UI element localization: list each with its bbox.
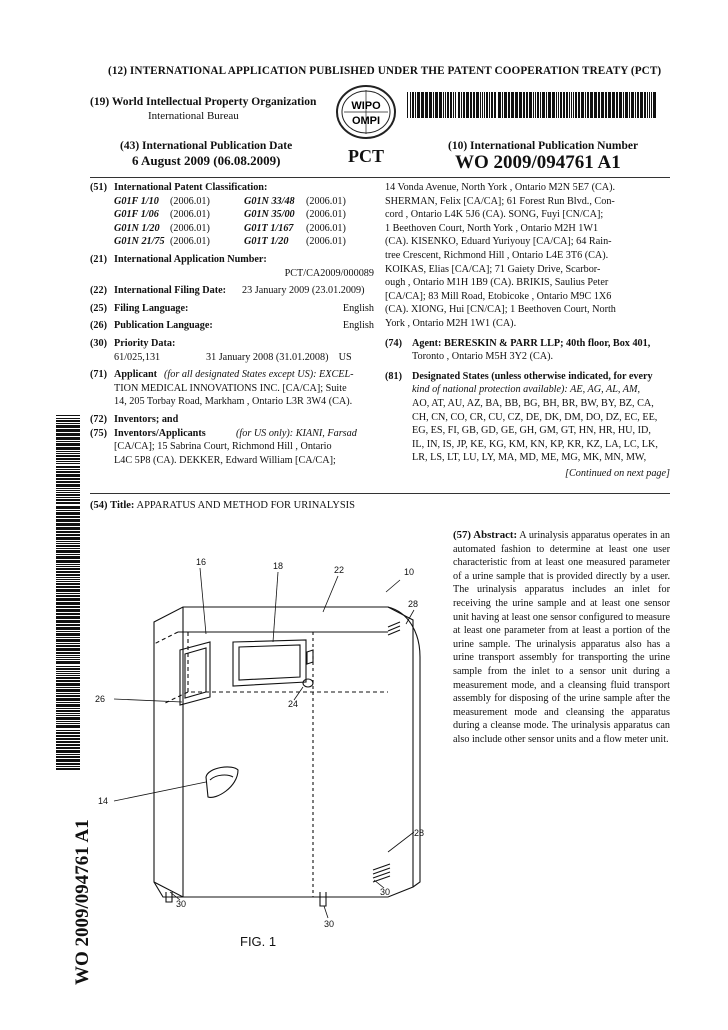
ref-30-right: 30 xyxy=(380,887,391,897)
inventor-line: York , Ontario M2H 1W1 (CA). xyxy=(385,317,517,329)
inventor-line: [CA/CA]; 83 Mill Road, Etobicoke , Ontario M9C 1X6 xyxy=(385,290,612,302)
pub-number-label: (10) International Publication Number xyxy=(448,140,639,152)
designated-line: AO, AT, AU, AZ, BA, BB, BG, BH, BR, BW, BY, BZ, CA, xyxy=(412,397,654,409)
ref-14: 14 xyxy=(98,796,109,806)
field-81: (81) Designated States (unless otherwise indicated, for every xyxy=(385,370,653,382)
agent-address: Toronto , Ontario M5H 3Y2 (CA). xyxy=(412,351,554,363)
designated-line: IL, IN, IS, JP, KE, KG, KM, KN, KP, KR, KZ, LA, LC, LK, xyxy=(412,438,658,450)
figure-caption: FIG. 1 xyxy=(240,934,277,949)
designated-line: LR, LS, LT, LU, LY, MA, MD, ME, MG, MK, MN, MW, xyxy=(412,452,647,464)
abstract-text: A urinalysis apparatus operates in an automated fashion to determine at least one user characteristic from at least one measured parameter of a urine sample that is provided directly by a user. The urinalysis apparatus includes an inlet for receiving the urine sample and at least one sensor unit having at least one sensor configured to measure at least one parameter from at least a portion of the urine sample. The urinalysis apparatus also has a urine transport assembly for transporting the urine sample from the inlet to a sensor unit during a measurement mode, and a cleansing fluid transport assembly for disposing of the urine sample after the measurement mode and cleansing the apparatus during a cleanse mode. The urinalysis apparatus can also include other sensor units and a flow meter unit. xyxy=(453,530,670,745)
seal-text-bottom: OMPI xyxy=(351,115,381,127)
designated-line: CH, CN, CO, CR, CU, CZ, DE, DK, DM, DO, DZ, EC, EE, xyxy=(412,411,658,423)
pub-date-label: (43) International Publication Date xyxy=(120,140,293,152)
inventor-line: cord , Ontario L4K 5J6 (CA). SONG, Fuyi [CN/CA]; xyxy=(385,209,604,221)
ipc-row: G01F 1/10 (2006.01) G01N 33/48 (2006.01) xyxy=(114,195,346,207)
ref-24: 24 xyxy=(288,699,299,709)
inventor-line: (CA). XIONG, Hui [CN/CA]; 1 Beethoven Court, North xyxy=(385,304,616,316)
continued-note: [Continued on next page] xyxy=(565,467,670,479)
pct-label: PCT xyxy=(348,146,384,166)
pub-number: WO 2009/094761 A1 xyxy=(455,152,621,173)
abstract-label: (57) Abstract: xyxy=(453,529,518,541)
designated-line: EG, ES, FI, GB, GD, GE, GH, GM, GT, HN, HR, HU, ID, xyxy=(412,425,651,437)
inventor-line: 1 Beethoven Court, North York , Ontario M2H 1W1 xyxy=(385,222,599,234)
field-72: (72) Inventors; and xyxy=(90,413,179,425)
field-25: (25) Filing Language: English xyxy=(90,302,374,314)
designated-line: kind of national protection available): AE, AG, AL, AM, xyxy=(412,384,641,396)
applicant-line: TION MEDICAL INNOVATIONS INC. [CA/CA]; Suite xyxy=(114,382,347,394)
bibliographic-right-column xyxy=(385,181,670,480)
figure-1-drawing xyxy=(88,552,448,932)
ref-26: 26 xyxy=(95,694,106,704)
ipc-row: G01N 1/20 (2006.01) G01T 1/167 (2006.01) xyxy=(114,222,346,234)
pub-date: 6 August 2009 (06.08.2009) xyxy=(132,153,281,168)
ref-28-top: 28 xyxy=(408,599,419,609)
barcode-side xyxy=(56,415,80,770)
title-label: Title: xyxy=(110,500,135,511)
ref-16: 16 xyxy=(196,557,207,567)
inventor-line: L4C 5P8 (CA). DEKKER, Edward William [CA/CA]; xyxy=(114,454,336,466)
wipo-seal-logo xyxy=(334,84,398,140)
patent-title: APPARATUS AND METHOD FOR URINALYSIS xyxy=(136,500,356,511)
priority-data: 61/025,131 31 January 2008 (31.01.2008) US xyxy=(114,351,352,363)
ref-18: 18 xyxy=(273,561,284,571)
divider xyxy=(90,177,670,178)
applicant-line: 14, 205 Torbay Road, Markham , Ontario L3R 3W4 (CA). xyxy=(114,396,353,408)
ipc-row: G01N 21/75 (2006.01) G01T 1/20 (2006.01) xyxy=(114,236,346,248)
field-74: (74) Agent: BERESKIN & PARR LLP; 40th floor, Box 401, xyxy=(385,337,651,349)
field-21: (21) International Application Number: xyxy=(90,253,267,265)
inventor-line: SHERMAN, Felix [CA/CA]; 61 Forest Run Blvd., Con- xyxy=(385,195,615,207)
field-75: (75) Inventors/Applicants (for US only): KIANI, Farsad xyxy=(90,427,357,439)
inventors-continued xyxy=(385,181,670,331)
divider xyxy=(90,493,670,494)
title-row xyxy=(90,500,355,511)
inventor-line: tree Crescent, Richmond Hill , Ontario L4E 3T6 (CA). xyxy=(385,249,609,261)
field-71: (71) Applicant (for all designated States except US): EXCEL- xyxy=(90,369,354,381)
barcode-top xyxy=(407,92,657,118)
seal-text-top: WIPO xyxy=(351,100,381,112)
field-51: (51) International Patent Classification: xyxy=(90,182,268,193)
abstract xyxy=(453,529,670,747)
ref-22: 22 xyxy=(334,565,345,575)
title-number: (54) xyxy=(90,500,108,511)
inventor-line: [CA/CA]; 15 Sabrina Court, Richmond Hill , Ontario xyxy=(114,441,332,453)
ref-28-bottom: 28 xyxy=(414,828,425,838)
field-22: (22) International Filing Date: 23 January 2009 (23.01.2009) xyxy=(90,285,365,297)
application-number: PCT/CA2009/000089 xyxy=(284,267,374,279)
bibliographic-left-column xyxy=(90,181,374,467)
inventor-line: (CA). KISENKO, Eduard Yuriyouy [CA/CA]; 64 Rain- xyxy=(385,236,612,248)
ref-30-left: 30 xyxy=(176,899,187,909)
field-30: (30) Priority Data: xyxy=(90,337,176,349)
document-header: (12) INTERNATIONAL APPLICATION PUBLISHED UNDER THE PATENT COOPERATION TREATY (PCT) xyxy=(108,65,662,77)
organization-name: (19) World Intellectual Property Organization xyxy=(90,96,317,108)
ref-10: 10 xyxy=(404,567,415,577)
bureau-name: International Bureau xyxy=(148,110,239,122)
inventor-line: ough , Ontario M1H 1B9 (CA). BRIKIS, Saulius Peter xyxy=(385,277,609,289)
side-publication-number: WO 2009/094761 A1 xyxy=(72,819,93,985)
inventor-line: KOIKAS, Elias [CA/CA]; 71 Gaiety Drive, Scarbor- xyxy=(385,263,601,275)
field-26: (26) Publication Language: English xyxy=(90,320,374,332)
ref-30-bottom: 30 xyxy=(324,919,335,929)
inventor-line: 14 Vonda Avenue, North York , Ontario M2N 5E7 (CA). xyxy=(385,182,616,193)
ipc-row: G01F 1/06 (2006.01) G01N 35/00 (2006.01) xyxy=(114,209,346,221)
